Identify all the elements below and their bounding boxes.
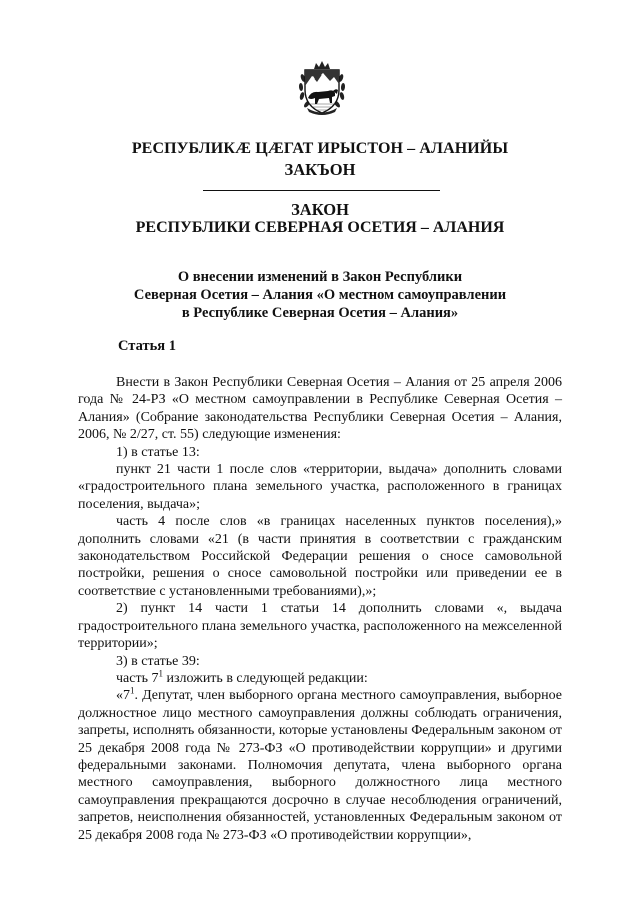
text-run: . Депутат, член выборного органа местного самоуправления, выборное должностное лицо местного самоуправления должны соблюдать ограничения, запреты, исполнять обязанности, которые установлены Федеральным законом от 25 декабря 2008 года № 273-ФЗ «О противодействии коррупции» и другими федеральными законами. Полномочия депутата, члена выборного органа местного самоуправления, выборного должностного лица местного самоуправления прекращаются досрочно в случае несоблюдения ограничений, запретов, неисполнения обязанностей, установленных Федеральным законом от 25 декабря 2008 года № 273-ФЗ «О противодействии коррупции»,: [78, 688, 562, 843]
header-russian-law: ЗАКОН: [291, 200, 349, 219]
header-ossetian-law: ЗАКЪОН: [284, 160, 356, 179]
document-title: [0, 268, 640, 322]
body-paragraph: [78, 687, 562, 844]
superscript: 1: [130, 685, 135, 696]
title-line-1: О внесении изменений в Закон Республики: [177, 269, 463, 285]
body-paragraph: часть 4 после слов «в границах населенных пунктов поселения),» дополнить словами «21 (в части принятия в соответствии с гражданским законодательством Российской Федерации решения о сносе самовольной постройки, решения о сносе самовольной постройки или приведении ее в соответствие с установленными требованиями),»;: [78, 514, 562, 599]
title-line-2: Северная Осетия – Алания «О местном самоуправлении: [133, 287, 507, 303]
text-run: «7: [116, 688, 130, 704]
body-paragraph: [78, 670, 562, 687]
body-paragraph: 2) пункт 14 части 1 статьи 14 дополнить словами «, выдача градостроительного плана земельного участка, расположенного на межселенной территории»;: [78, 601, 562, 652]
header-divider: [203, 190, 440, 191]
text-run: часть 7: [116, 670, 159, 686]
body-paragraph: Внести в Закон Республики Северная Осетия – Алания от 25 апреля 2006 года № 24-РЗ «О местном самоуправлении в Республике Северная Осетия – Алания» (Собрание законодательства Республики Северная Осетия – Алания, 2006, № 2/27, ст. 55) следующие изменения:: [78, 375, 562, 443]
header-ossetian-republic: РЕСПУБЛИКӔ ЦӔГАТ ИРЫСТОН – АЛАНИЙЫ: [131, 140, 509, 157]
coat-of-arms-emblem-icon: [297, 60, 347, 116]
header-russian-republic: РЕСПУБЛИКИ СЕВЕРНАЯ ОСЕТИЯ – АЛАНИЯ: [135, 219, 505, 236]
body-paragraph: пункт 21 части 1 после слов «территории, выдача» дополнить словами «градостроительного плана земельного участка, расположенного в границах поселения, выдача»;: [78, 462, 562, 512]
superscript: 1: [158, 668, 163, 679]
body-paragraph: 3) в статье 39:: [116, 653, 200, 669]
article-heading: Статья 1: [118, 338, 176, 354]
title-line-3: в Республике Северная Осетия – Алания»: [181, 305, 459, 321]
text-run: изложить в следующей редакции:: [162, 670, 368, 686]
document-body: [78, 374, 562, 844]
body-paragraph: 1) в статье 13:: [116, 444, 200, 460]
